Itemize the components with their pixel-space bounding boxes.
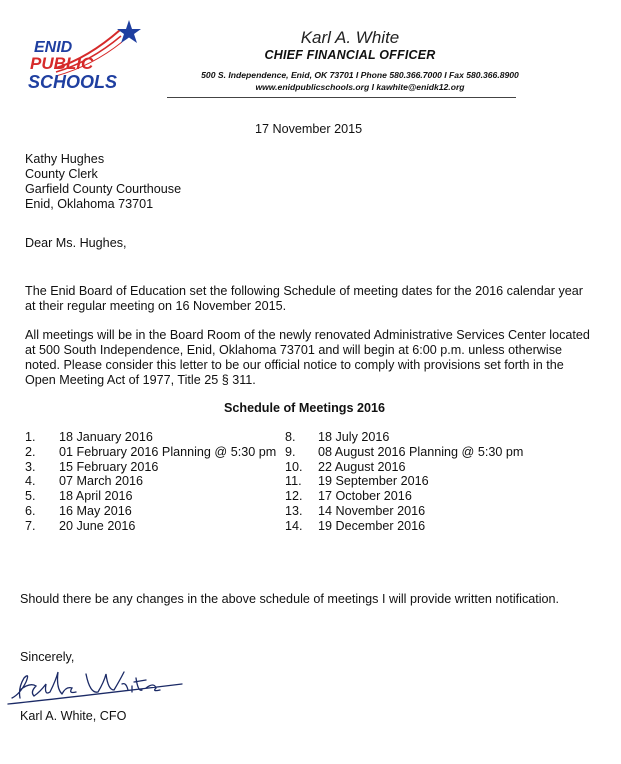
- item-number: 1.: [25, 430, 36, 444]
- item-date: 22 August 2016: [318, 459, 406, 474]
- recipient-office: Garfield County Courthouse: [25, 182, 182, 196]
- letterhead-address: 500 S. Independence, Enid, OK 73701 I Phone 580.366.7000 I Fax 580.366.8900: [201, 70, 519, 80]
- item-number: 13.: [285, 503, 303, 518]
- item-date: 18 July 2016: [318, 430, 390, 444]
- item-date: 16 May 2016: [59, 503, 132, 518]
- schedule-item: [25, 489, 295, 504]
- letterhead-name: Karl A. White: [300, 28, 400, 47]
- item-date: 07 March 2016: [59, 474, 144, 489]
- item-date: 17 October 2016: [318, 489, 412, 504]
- schedule-title: Schedule of Meetings 2016: [224, 401, 385, 415]
- item-date: 18 January 2016: [59, 430, 153, 444]
- signer-name: Karl A. White, CFO: [20, 709, 127, 723]
- letterhead-web: www.enidpublicschools.org I kawhite@enidk12.org: [255, 82, 465, 92]
- schedule-item: [285, 519, 585, 534]
- schedule-list-left: [25, 430, 295, 534]
- closing-paragraph: Should there be any changes in the above schedule of meetings I will provide written notification.: [20, 592, 560, 606]
- letter-date: 17 November 2015: [255, 122, 363, 136]
- schedule-item: [25, 474, 295, 489]
- closing-salutation: Sincerely,: [20, 650, 75, 664]
- recipient-name: Kathy Hughes: [25, 152, 105, 166]
- schedule-item: [285, 489, 585, 504]
- item-number: 9.: [285, 444, 296, 459]
- logo-word-2: PUBLIC: [30, 54, 94, 73]
- star-icon: [117, 20, 141, 43]
- item-number: 8.: [285, 430, 296, 444]
- schedule-item: [285, 474, 585, 489]
- schedule-item: [25, 445, 295, 460]
- item-number: 12.: [285, 489, 303, 504]
- schedule-item: [25, 430, 295, 445]
- item-date: 20 June 2016: [59, 518, 136, 533]
- body-paragraph-1: The Enid Board of Education set the following Schedule of meeting dates for the 2016 calendar year at their regular meeting on 16 November 2015.: [25, 284, 583, 313]
- item-number: 11.: [285, 474, 302, 489]
- item-number: 14.: [285, 518, 303, 533]
- item-number: 10.: [285, 459, 303, 474]
- enid-public-schools-logo: [28, 18, 153, 98]
- handwritten-signature: [6, 664, 186, 708]
- logo-word-1: ENID: [34, 39, 73, 56]
- item-date: 15 February 2016: [59, 459, 159, 474]
- recipient-address: [25, 152, 181, 212]
- item-number: 2.: [25, 444, 36, 459]
- item-date: 18 April 2016: [59, 489, 133, 504]
- item-number: 4.: [25, 474, 36, 489]
- letterhead-title: CHIEF FINANCIAL OFFICER: [264, 48, 436, 62]
- schedule-item: [285, 430, 585, 445]
- item-date: 19 December 2016: [318, 518, 426, 533]
- schedule-item: [25, 460, 295, 475]
- item-date: 14 November 2016: [318, 503, 426, 518]
- item-number: 6.: [25, 503, 36, 518]
- schedule-item: [285, 445, 585, 460]
- recipient-city: Enid, Oklahoma 73701: [25, 197, 154, 211]
- recipient-title: County Clerk: [25, 167, 98, 181]
- item-date: 01 February 2016 Planning @ 5:30 pm: [59, 444, 277, 459]
- item-number: 5.: [25, 489, 36, 504]
- item-date: 08 August 2016 Planning @ 5:30 pm: [318, 444, 524, 459]
- item-number: 7.: [25, 518, 36, 533]
- schedule-list-right: [285, 430, 585, 534]
- item-date: 19 September 2016: [318, 474, 429, 489]
- logo-word-3: SCHOOLS: [28, 72, 118, 92]
- schedule-item: [285, 460, 585, 475]
- body-paragraph-2: All meetings will be in the Board Room of the newly renovated Administrative Services Center located at 500 South Independence, Enid, Oklahoma 73701 and will begin at 6:00 p.m. unless otherwise noted. Please consider this letter to be our official notice to comply with provisions set forth in the Open Meeting Act of 1977, Title 25 § 311.: [25, 328, 590, 387]
- letterhead-divider: [167, 97, 516, 98]
- salutation: Dear Ms. Hughes,: [25, 236, 127, 250]
- schedule-item: [25, 504, 295, 519]
- schedule-item: [285, 504, 585, 519]
- item-number: 3.: [25, 459, 36, 474]
- schedule-item: [25, 519, 295, 534]
